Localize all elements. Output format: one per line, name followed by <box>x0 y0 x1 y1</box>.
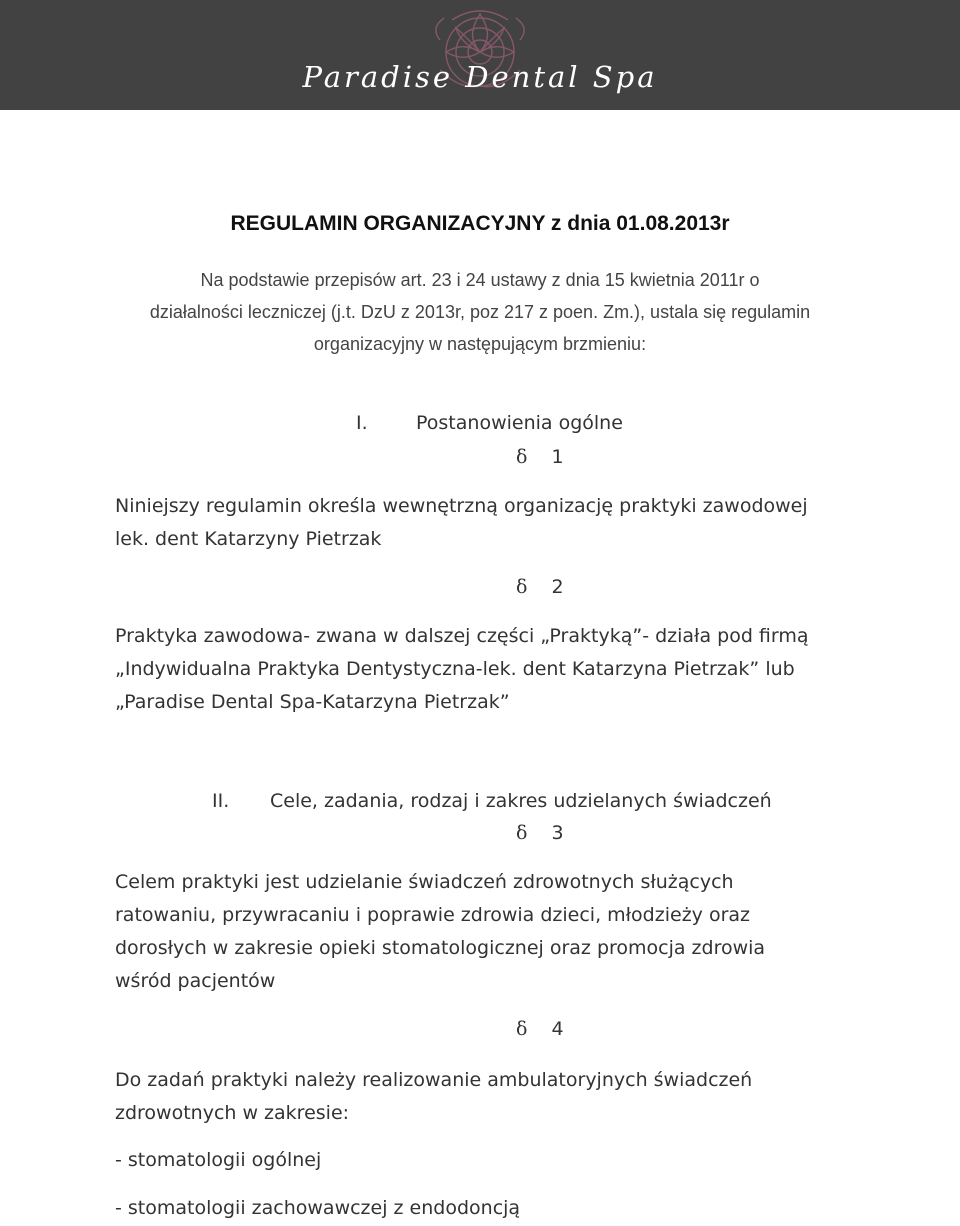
paragraph-number: 3 <box>551 822 564 844</box>
paragraph-line: wśród pacjentów <box>115 970 276 992</box>
paragraph-1 <box>115 490 865 556</box>
section-heading-1 <box>0 412 960 440</box>
intro-line: działalności leczniczej (j.t. DzU z 2013r, poz 217 z poen. Zm.), ustala się regulamin <box>149 302 811 322</box>
paragraph-marker-1 <box>516 446 596 468</box>
section-heading-2 <box>0 790 960 818</box>
intro-line: Na podstawie przepisów art. 23 i 24 ustawy z dnia 15 kwietnia 2011r o <box>200 270 760 290</box>
section-title: Cele, zadania, rodzaj i zakres udzielanych świadczeń <box>270 790 772 812</box>
paragraph-2 <box>115 620 865 719</box>
paragraph-number: 2 <box>551 576 564 598</box>
section-title: Postanowienia ogólne <box>416 412 623 434</box>
paragraph-line: zdrowotnych w zakresie: <box>115 1102 350 1124</box>
list-item: - stomatologii ogólnej <box>115 1149 322 1171</box>
paragraph-line: „Indywidualna Praktyka Dentystyczna-lek. dent Katarzyna Pietrzak” lub <box>115 658 795 680</box>
intro-line: organizacyjny w następującym brzmieniu: <box>313 334 647 354</box>
paragraph-line: Do zadań praktyki należy realizowanie ambulatoryjnych świadczeń <box>115 1069 753 1091</box>
paragraph-symbol: δ <box>516 1018 528 1040</box>
paragraph-marker-2 <box>516 576 596 598</box>
paragraph-symbol: δ <box>516 822 528 844</box>
paragraph-line: Celem praktyki jest udzielanie świadczeń zdrowotnych służących <box>115 871 734 893</box>
paragraph-symbol: δ <box>516 446 528 468</box>
paragraph-line: lek. dent Katarzyny Pietrzak <box>115 528 382 550</box>
section-number: I. <box>356 412 368 434</box>
paragraph-4 <box>115 1064 865 1130</box>
paragraph-line: Praktyka zawodowa- zwana w dalszej części „Praktyką”- działa pod firmą <box>115 625 809 647</box>
paragraph-marker-4 <box>516 1018 596 1040</box>
document-title: REGULAMIN ORGANIZACYJNY z dnia 01.08.2013r <box>230 212 730 235</box>
logo-text: Paradise Dental Spa <box>302 60 658 94</box>
intro-paragraph <box>80 264 880 360</box>
paragraph-marker-3 <box>516 822 596 844</box>
header-bar <box>0 0 960 110</box>
paragraph-line: „Paradise Dental Spa-Katarzyna Pietrzak” <box>115 691 510 713</box>
section-number: II. <box>212 790 230 812</box>
paragraph-number: 4 <box>551 1018 564 1040</box>
paragraph-line: Niniejszy regulamin określa wewnętrzną organizację praktyki zawodowej <box>115 495 808 517</box>
paragraph-3 <box>115 866 865 998</box>
paragraph-symbol: δ <box>516 576 528 598</box>
paragraph-number: 1 <box>551 446 564 468</box>
paragraph-line: ratowaniu, przywracaniu i poprawie zdrowia dzieci, młodzieży oraz <box>115 904 750 926</box>
paragraph-line: dorosłych w zakresie opieki stomatologicznej oraz promocja zdrowia <box>115 937 766 959</box>
list-item: - stomatologii zachowawczej z endodoncją <box>115 1197 521 1219</box>
